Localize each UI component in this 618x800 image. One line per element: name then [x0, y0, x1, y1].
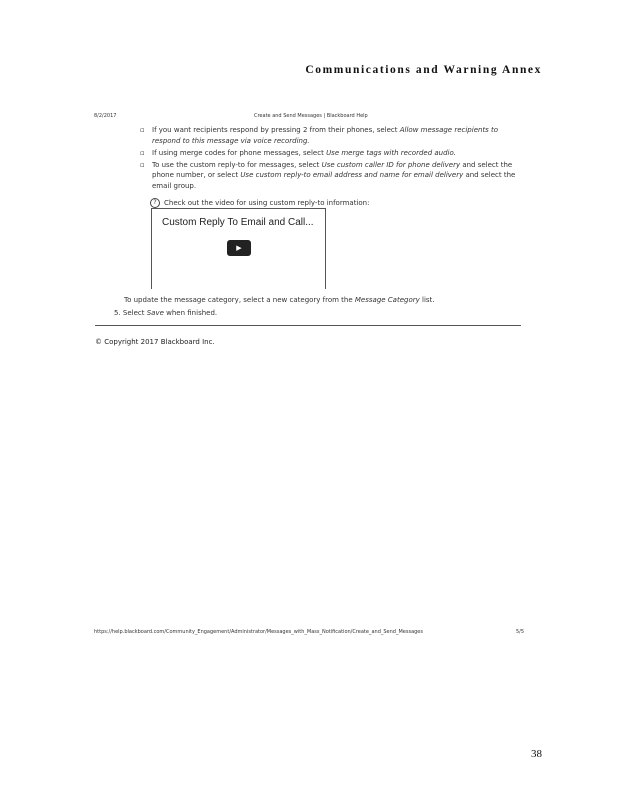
copyright: © Copyright 2017 Blackboard Inc. — [95, 338, 215, 346]
print-url: https://help.blackboard.com/Community_Engagement/Administrator/Messages_with_Mass_Notification/Create_and_Send_Messages — [94, 629, 423, 635]
option-name: Use custom caller ID for phone delivery — [321, 160, 461, 169]
button-name: Save — [146, 309, 164, 317]
print-header — [94, 113, 520, 123]
option-bullet-list — [140, 125, 520, 193]
page-number: 38 — [531, 748, 542, 760]
option-name: Use merge tags with recorded audio. — [326, 148, 457, 157]
bullet-text: If using merge codes for phone messages, select — [152, 148, 327, 157]
category-note-text: To update the message category, select a new category from the — [124, 296, 355, 304]
bullet-text: To use the custom reply-to for messages, select — [152, 160, 322, 169]
bullet-icon: ▫ — [140, 160, 145, 169]
option-name: Allow message recipients to respond to this message via voice recording. — [152, 126, 499, 145]
play-icon: ▶ — [236, 244, 242, 252]
step-text: 5. Select — [114, 309, 147, 317]
bullet-icon: ▫ — [140, 148, 145, 157]
video-note — [150, 198, 369, 208]
bullet-text: and select the phone number, or select — [152, 160, 513, 179]
step-5 — [114, 309, 217, 317]
category-note-text: list. — [419, 296, 435, 304]
list-item — [140, 125, 520, 146]
bullet-text: If you want recipients respond by pressing 2 from their phones, select — [152, 126, 400, 134]
video-title[interactable]: Custom Reply To Email and Call... — [162, 217, 314, 228]
list-item — [140, 160, 520, 192]
field-name: Message Category — [354, 296, 420, 304]
print-page-title: Create and Send Messages | Blackboard Help — [254, 113, 368, 119]
video-note-text: Check out the video for using custom reply-to information: — [164, 199, 370, 207]
divider — [95, 325, 521, 326]
bullet-text: and select the email group. — [152, 171, 516, 190]
info-circle-icon: ? — [150, 198, 160, 208]
option-name: Use custom reply-to email address and name for email delivery — [240, 171, 464, 179]
category-note — [124, 296, 435, 304]
step-text: when finished. — [163, 309, 218, 317]
bullet-icon: ▫ — [140, 126, 145, 134]
list-item — [140, 148, 520, 159]
print-page-fraction: 5/5 — [515, 629, 524, 635]
play-button[interactable] — [227, 240, 251, 256]
print-date: 8/2/2017 — [94, 113, 117, 119]
video-player[interactable] — [151, 208, 326, 289]
annex-header: Communications and Warning Annex — [305, 64, 542, 76]
